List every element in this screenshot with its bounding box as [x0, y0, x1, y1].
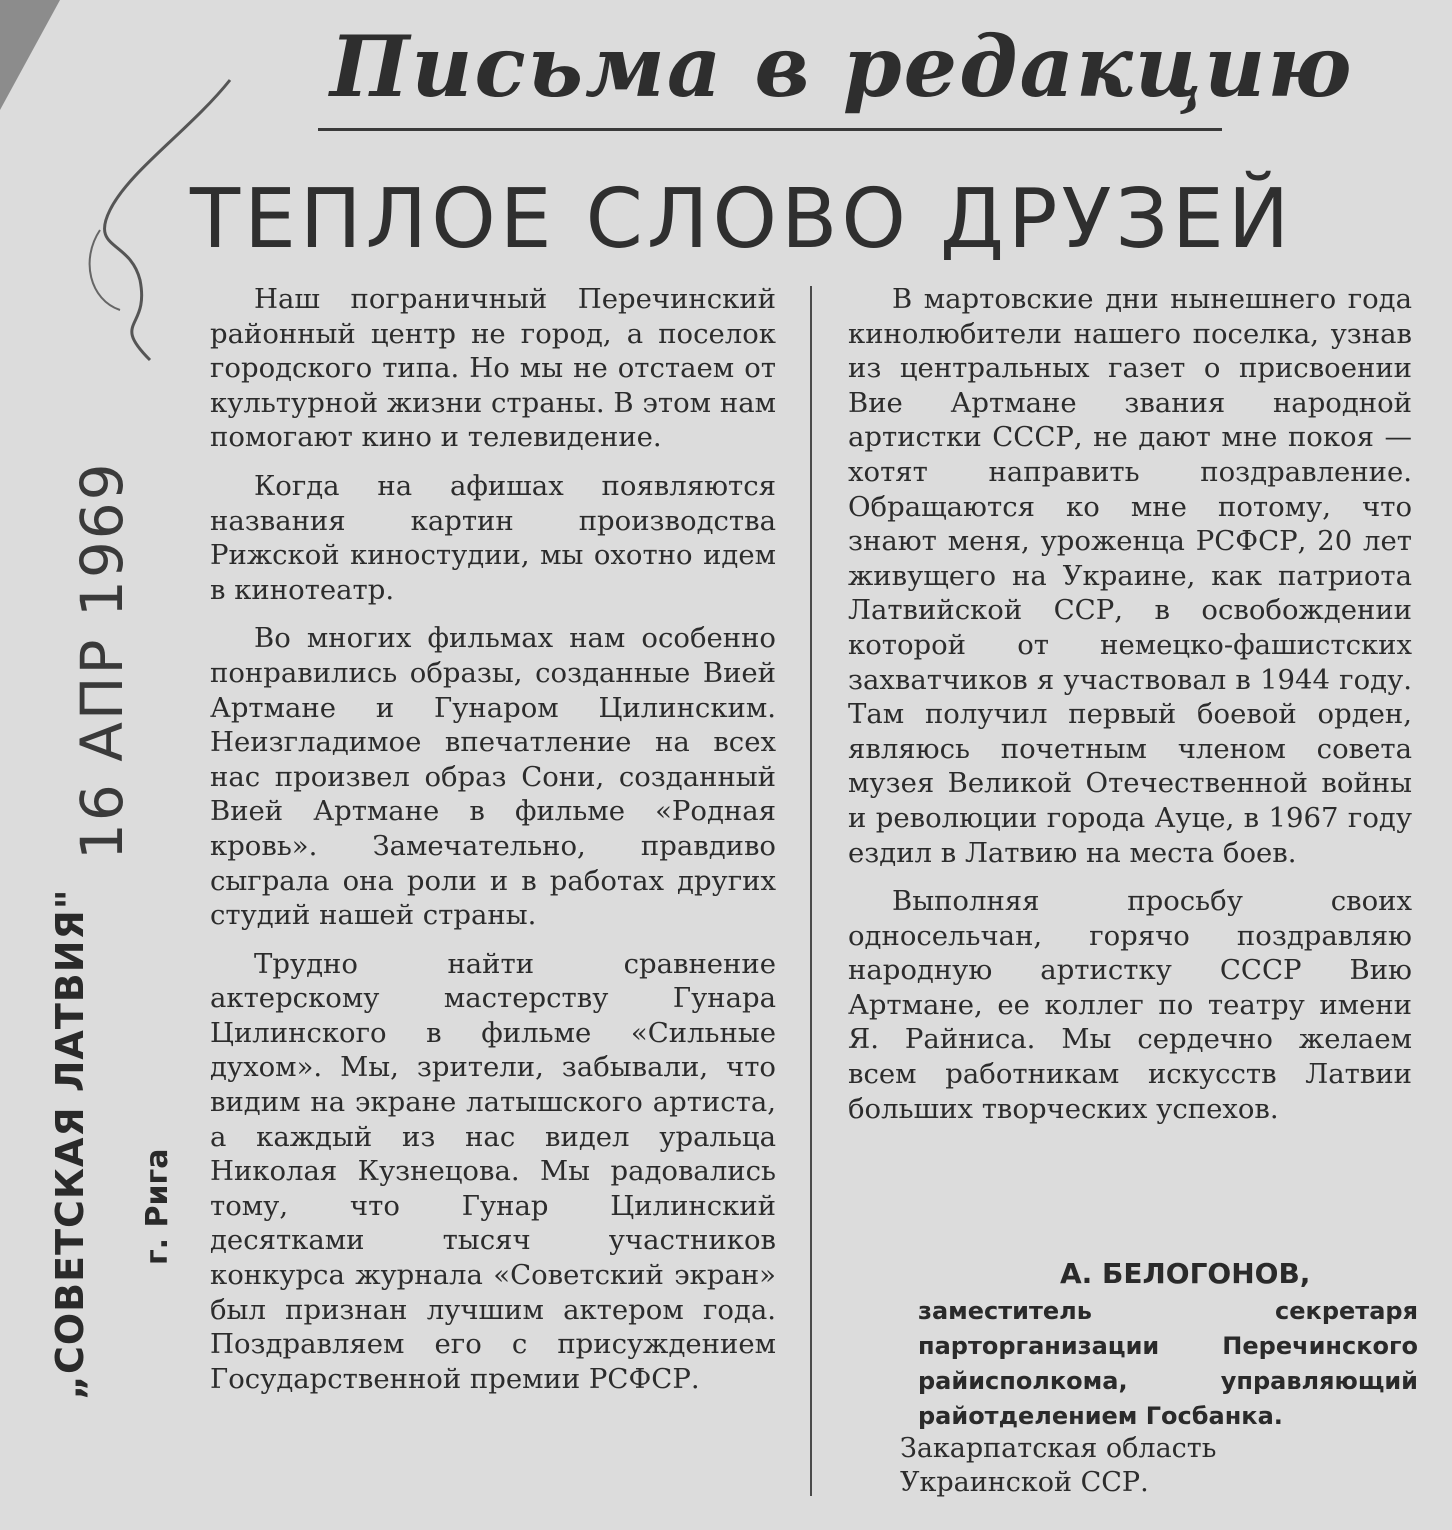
- paragraph: Наш пограничный Перечинский районный центр не город, а поселок городского типа. Но мы не отстаем от культурной жизни страны. В этом нам помогают кино и телевидение.: [210, 283, 776, 454]
- paragraph: Трудно найти сравнение актерскому мастерству Гунара Цилинского в фильме «Сильные духом». Мы, зрители, забывали, что видим на экране латышского артиста, а каждый из нас видел уральца Николая Кузнецова. Мы радовались тому, что Гунар Цилинский десятками тысяч участников конкурса журнала «Советский экран» был признан лучшим актером года. Поздравляем его с присуждением Государственной премии РСФСР.: [210, 947, 776, 1395]
- date-stamp: 16 АПР 1969: [68, 461, 136, 860]
- rubric-underline: [318, 128, 1222, 131]
- author-position: заместитель секретаря парторганизации Перечинского райисполкома, управляющий райотделением Госбанка.: [918, 1297, 1418, 1430]
- author-region: [900, 1432, 1320, 1500]
- article-title: ТЕПЛОЕ СЛОВО ДРУЗЕЙ: [190, 172, 1294, 267]
- column-divider: [810, 286, 812, 1496]
- rubric-heading: Письма в редакцию: [330, 17, 1354, 116]
- paragraph: Выполняя просьбу своих односельчан, горячо поздравляю народную артистку СССР Вию Артмане, ее коллег по театру имени Я. Райниса. Мы сердечно желаем всем работникам искусств Латвии больших творческих успехов.: [848, 885, 1412, 1125]
- author-name: А. БЕЛОГОНОВ,: [1060, 1257, 1311, 1290]
- region-line: Украинской ССР.: [900, 1467, 1149, 1498]
- right-column: [848, 282, 1412, 1140]
- region-line: Закарпатская область: [900, 1433, 1217, 1464]
- left-column: [210, 282, 776, 1410]
- newspaper-name-stamp: „СОВЕТСКАЯ ЛАТВИЯ": [48, 888, 92, 1400]
- paragraph: В мартовские дни нынешнего года кинолюбители нашего поселка, узнав из центральных газет о присвоении Вие Артмане звания народной артистки СССР, не дают мне покоя — хотят направить поздравление. Обращаются ко мне потому, что знают меня, уроженца РСФСР, 20 лет живущего на Украине, как патриота Латвийской ССР, в освобождении которой от немецко-фашистских захватчиков я участвовал в 1944 году. Там получил первый боевой орден, являюсь почетным членом совета музея Великой Отечественной войны и революции города Ауце, в 1967 году ездил в Латвию на места боев.: [848, 283, 1412, 869]
- paragraph: Когда на афишах появляются названия картин производства Рижской киностудии, мы охотно идем в кинотеатр.: [210, 469, 776, 606]
- city-stamp: г. Рига: [140, 1148, 175, 1265]
- paragraph: Во многих фильмах нам особенно понравились образы, созданные Вией Артмане и Гунаром Цилинским. Неизгладимое впечатление на всех нас произвел образ Сони, созданный Вией Артмане в фильме «Родная кровь». Замечательно, правдиво сыграла она роли и в работах других студий нашей страны.: [210, 622, 776, 932]
